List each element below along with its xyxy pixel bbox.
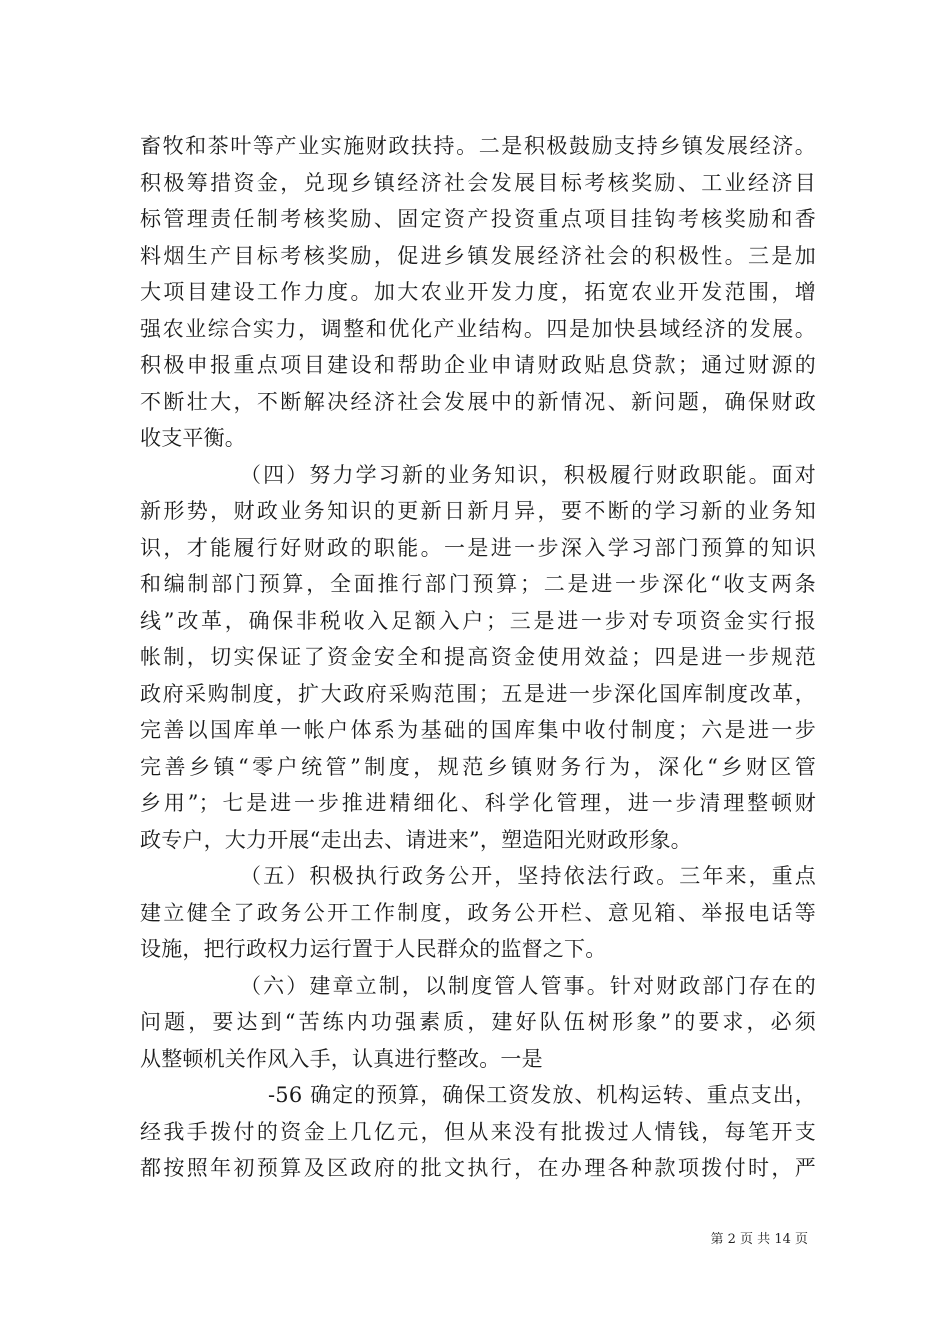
- text-line: 问题，要达到“苦练内功强素质，建好队伍树形象”的要求，必须: [140, 1010, 816, 1034]
- text-line: 乡用”；七是进一步推进精细化、科学化管理，进一步清理整顿财: [140, 791, 816, 815]
- text-line: 帐制，切实保证了资金安全和提高资金使用效益；四是进一步规范: [140, 645, 816, 669]
- text-line: 新形势，财政业务知识的更新日新月异，要不断的学习新的业务知: [140, 499, 816, 523]
- text-line: 识，才能履行好财政的职能。一是进一步深入学习部门预算的知识: [140, 535, 816, 560]
- text-line: 都按照年初预算及区政府的批文执行，在办理各种款项拨付时，严: [140, 1156, 816, 1180]
- text-line: 政府采购制度，扩大政府采购范围；五是进一步深化国库制度改革，: [140, 681, 816, 706]
- text-line: 经我手拨付的资金上几亿元，但从来没有批拨过人情钱，每笔开支: [140, 1119, 816, 1144]
- text-line: 不断壮大，不断解决经济社会发展中的新情况、新问题，确保财政: [140, 389, 816, 414]
- text-line: 强农业综合实力，调整和优化产业结构。四是加快县域经济的发展。: [140, 316, 816, 341]
- text-line: 积极筹措资金，兑现乡镇经济社会发展目标考核奖励、工业经济目: [140, 170, 816, 195]
- text-line: 收支平衡。: [140, 426, 246, 450]
- page-number: 第 2 页 共 14 页: [710, 1232, 808, 1247]
- text-line: 完善乡镇“零户统管”制度，规范乡镇财务行为，深化“乡财区管: [140, 754, 816, 779]
- body-text: [140, 128, 816, 1187]
- text-line: 从整顿机关作风入手，认真进行整改。一是: [140, 1046, 543, 1071]
- text-line: 完善以国库单一帐户体系为基础的国库集中收付制度；六是进一步: [140, 718, 816, 742]
- text-line: 料烟生产目标考核奖励，促进乡镇发展经济社会的积极性。三是加: [140, 243, 816, 268]
- paragraph-heading-6: （六）建章立制，以制度管人管事。针对财政部门存在的: [240, 973, 816, 998]
- paragraph-heading-5: （五）积极执行政务公开，坚持依法行政。三年来，重点: [240, 864, 816, 888]
- text-line: 畜牧和茶叶等产业实施财政扶持。二是积极鼓励支持乡镇发展经济。: [140, 134, 816, 158]
- text-line: 标管理责任制考核奖励、固定资产投资重点项目挂钩考核奖励和香: [140, 207, 816, 231]
- text-line: 积极申报重点项目建设和帮助企业申请财政贴息贷款；通过财源的: [140, 353, 816, 377]
- text-line: 建立健全了政务公开工作制度，政务公开栏、意见箱、举报电话等: [140, 900, 816, 925]
- text-line: 和编制部门预算，全面推行部门预算；二是进一步深化“收支两条: [140, 572, 816, 596]
- text-line: 大项目建设工作力度。加大农业开发力度，拓宽农业开发范围，增: [140, 280, 816, 304]
- text-line: 线”改革，确保非税收入足额入户；三是进一步对专项资金实行报: [140, 608, 816, 633]
- text-line: -56 确定的预算，确保工资发放、机构运转、重点支出，: [268, 1083, 816, 1107]
- paragraph-heading-4: （四）努力学习新的业务知识，积极履行财政职能。面对: [240, 462, 816, 487]
- text-line: 政专户，大力开展“走出去、请进来”，塑造阳光财政形象。: [140, 827, 692, 852]
- text-line: 设施，把行政权力运行置于人民群众的监督之下。: [140, 937, 607, 961]
